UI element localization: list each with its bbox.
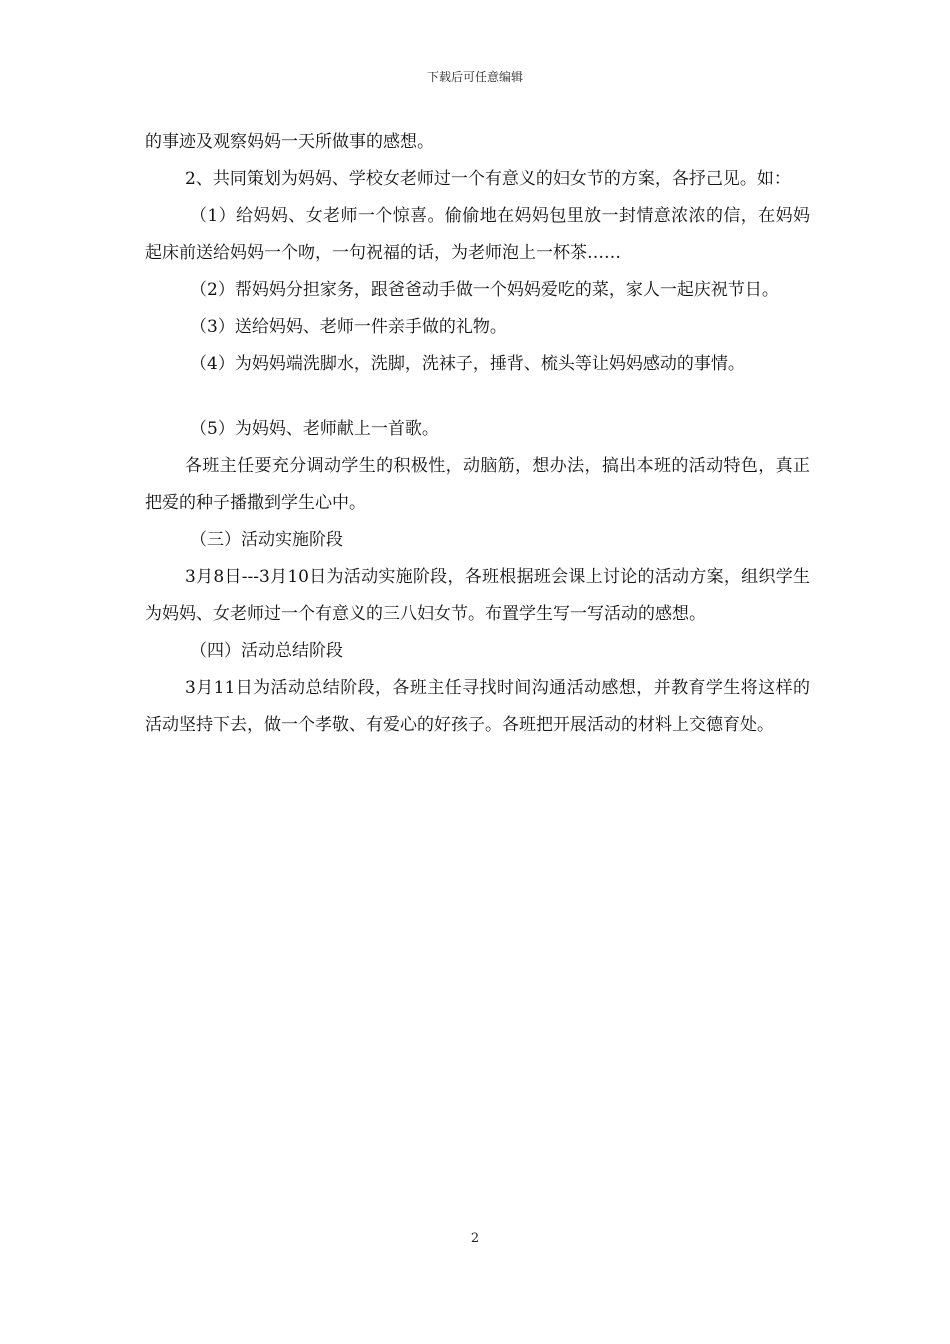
blank-line xyxy=(145,383,810,411)
paragraph-implementation: 3月8日---3月10日为活动实施阶段，各班根据班会课上讨论的活动方案，组织学生为妈妈、女老师过一个有意义的三八妇女节。布置学生写一写活动的感想。 xyxy=(145,567,810,624)
list-item-2: （2）帮妈妈分担家务，跟爸爸动手做一个妈妈爱吃的菜，家人一起庆祝节日。 xyxy=(190,280,779,300)
list-item-1: （1）给妈妈、女老师一个惊喜。偷偷地在妈妈包里放一封情意浓浓的信，在妈妈起床前送给妈妈一个吻，一句祝福的话，为老师泡上一杯茶…… xyxy=(145,206,810,263)
page-header: 下载后可任意编辑 xyxy=(426,70,523,84)
section-heading-summary: （四）活动总结阶段 xyxy=(190,641,343,661)
paragraph-plan: 2、共同策划为妈妈、学校女老师过一个有意义的妇女节的方案，各抒己见。如： xyxy=(185,169,791,189)
list-item-5: （5）为妈妈、老师献上一首歌。 xyxy=(190,419,439,439)
list-item-4: （4）为妈妈端洗脚水，洗脚，洗袜子，捶背、梳头等让妈妈感动的事情。 xyxy=(190,354,745,374)
paragraph-continuation: 的事迹及观察妈妈一天所做事的感想。 xyxy=(145,132,434,152)
page-number: 2 xyxy=(470,1231,480,1246)
list-item-3: （3）送给妈妈、老师一件亲手做的礼物。 xyxy=(190,317,507,337)
section-heading-implementation: （三）活动实施阶段 xyxy=(190,530,343,550)
document-body xyxy=(145,124,810,744)
paragraph-summary: 3月11日为活动总结阶段，各班主任寻找时间沟通活动感想，并教育学生将这样的活动坚持下去，做一个孝敬、有爱心的好孩子。各班把开展活动的材料上交德育处。 xyxy=(145,678,810,735)
paragraph-teachers: 各班主任要充分调动学生的积极性，动脑筋，想办法，搞出本班的活动特色，真正把爱的种子播撒到学生心中。 xyxy=(145,456,810,513)
